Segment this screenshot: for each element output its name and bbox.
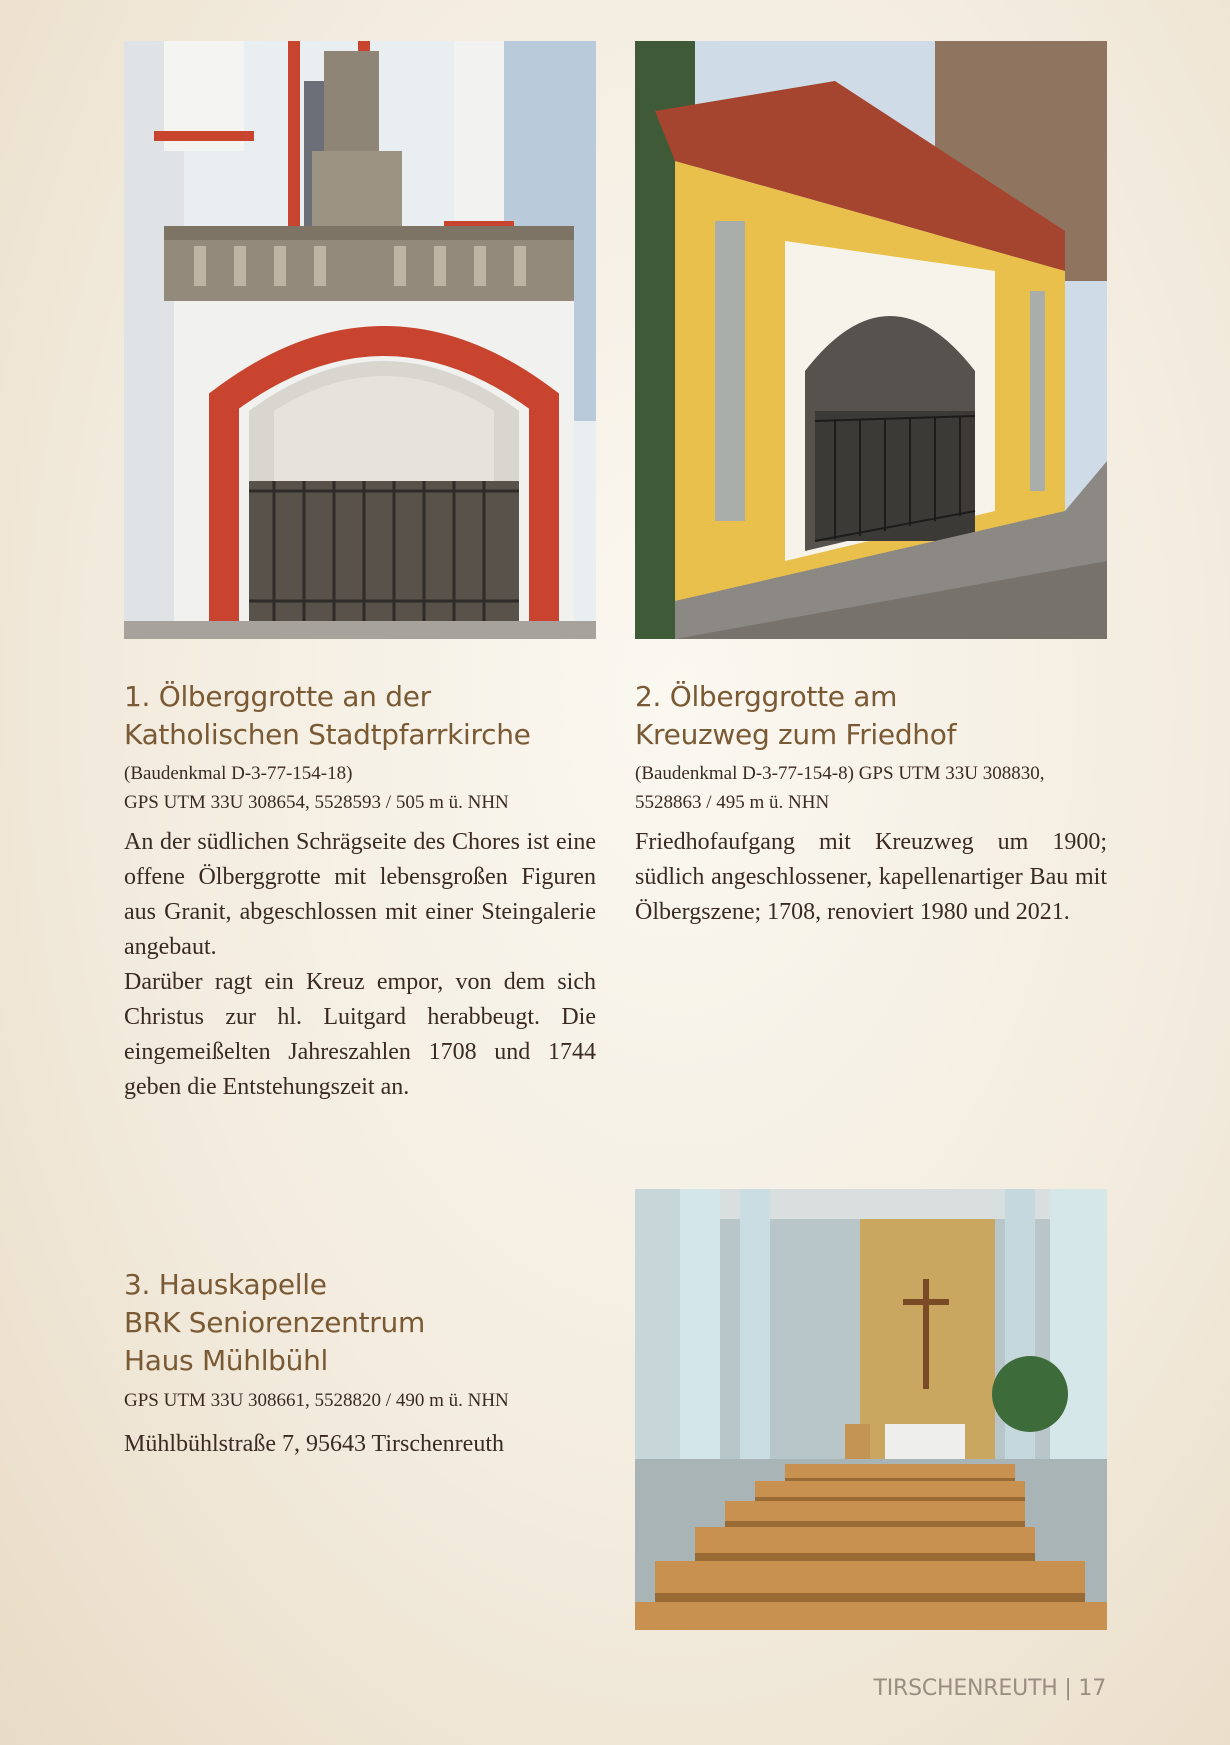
entry-2-description <box>635 825 1107 930</box>
entry-3-meta-line: GPS UTM 33U 308661, 5528820 / 490 m ü. NHN <box>124 1390 509 1411</box>
entry-3-address-line: Mühlbühlstraße 7, 95643 Tirschenreuth <box>124 1431 504 1457</box>
entry-2-paragraph: Friedhofaufgang mit Kreuzweg um 1900; südlich angeschlossener, kapellenartiger Bau mit Ölbergszene; 1708, renoviert 1980 und 2021. <box>635 829 1107 925</box>
footer-separator: | <box>1064 1676 1072 1701</box>
entry-3-meta <box>124 1386 509 1415</box>
entry-1-paragraph: An der südlichen Schrägseite des Chores ist eine offene Ölberggrotte mit lebensgroßen Figuren aus Granit, abgeschlossen mit einer Steingalerie angebaut. <box>124 829 596 960</box>
entry-2-heading-line: Kreuzweg zum Friedhof <box>635 718 957 751</box>
page-footer <box>873 1676 1106 1701</box>
entry-3-heading-line: Haus Mühlbühl <box>124 1344 329 1377</box>
entry-1-heading-line: Katholischen Stadtpfarrkirche <box>124 718 531 751</box>
entry-3-heading <box>124 1266 425 1380</box>
page-number: 17 <box>1078 1676 1106 1701</box>
entry-3-address <box>124 1427 504 1462</box>
entry-2-meta-line: 5528863 / 495 m ü. NHN <box>635 792 830 813</box>
entry-1-description <box>124 825 596 1105</box>
photo-friedhof-grotto <box>635 41 1107 639</box>
entry-1-meta-line: (Baudenkmal D-3-77-154-18) <box>124 763 353 784</box>
entry-1-heading <box>124 678 531 754</box>
entry-2-heading <box>635 678 956 754</box>
entry-1-meta <box>124 759 596 817</box>
photo-church-grotto <box>124 41 596 639</box>
entry-3-heading-line: BRK Seniorenzentrum <box>124 1306 425 1339</box>
entry-3-heading-line: 3. Hauskapelle <box>124 1268 327 1301</box>
entry-2-heading-line: 2. Ölberggrotte am <box>635 680 898 713</box>
entry-2-meta-line: (Baudenkmal D-3-77-154-8) GPS UTM 33U 308830, <box>635 763 1045 784</box>
entry-1-paragraph: Darüber ragt ein Kreuz empor, von dem sich Christus zur hl. Luitgard herabbeugt. Die eingemeißelten Jahreszahlen 1708 und 1744 geben die Entstehungszeit an. <box>124 969 596 1100</box>
entry-2-meta <box>635 759 1107 817</box>
entry-1-meta-line: GPS UTM 33U 308654, 5528593 / 505 m ü. NHN <box>124 792 509 813</box>
footer-town: TIRSCHENREUTH <box>873 1676 1058 1701</box>
photo-hauskapelle <box>635 1189 1107 1630</box>
entry-1-heading-line: 1. Ölberggrotte an der <box>124 680 431 713</box>
